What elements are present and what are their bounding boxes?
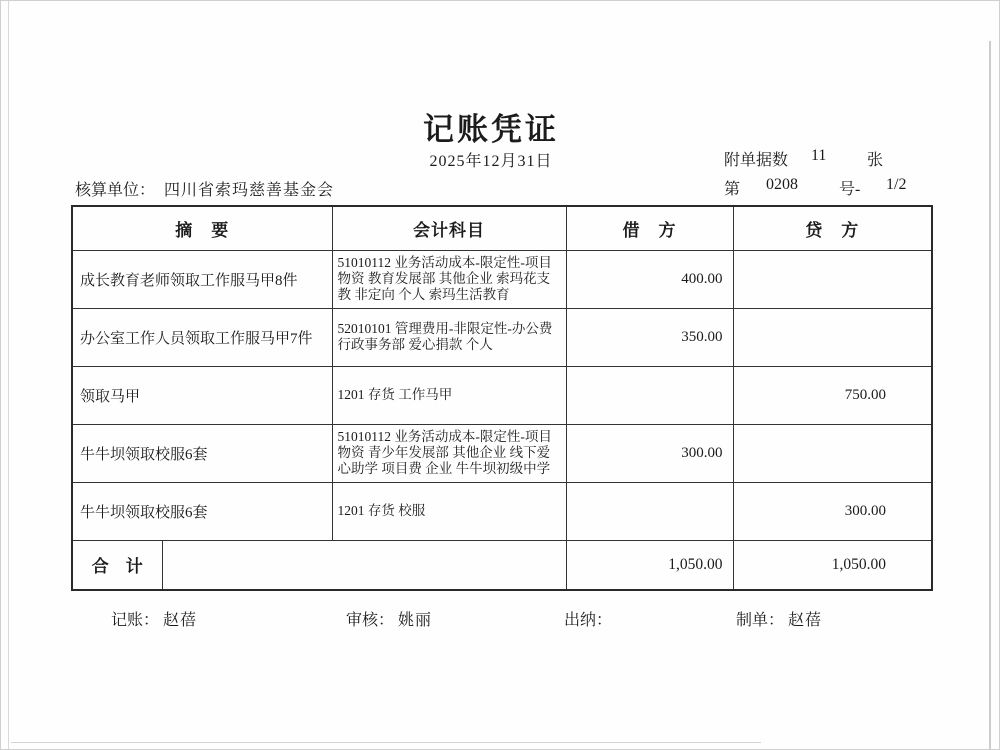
preparer-label: 制单： [736,612,785,629]
header-credit: 贷 方 [733,206,932,250]
attachment-unit: 张 [867,152,884,169]
table-row [72,250,932,308]
attachment-label: 附单据数 [724,152,789,169]
summary-cell: 办公室工作人员领取工作服马甲7件 [72,308,332,366]
table-header-row [72,206,932,250]
account-cell: 51010112 业务活动成本-限定性-项目物资 教育发展部 其他企业 索玛花支教 非定向 个人 索玛生活教育 [332,250,566,308]
reviewer-name: 姚丽 [398,612,433,629]
number-prefix: 第 [724,181,741,198]
reviewer-signature [346,607,432,630]
preparer-signature [736,607,822,630]
header-account: 会计科目 [332,206,566,250]
credit-cell [733,250,932,308]
voucher-table [71,205,933,591]
unit-label: 核算单位： [75,182,156,199]
cashier-label: 出纳： [564,612,613,629]
debit-cell: 400.00 [566,250,733,308]
debit-cell: 350.00 [566,308,733,366]
scan-artifact-right [989,41,991,750]
account-cell: 1201 存货 校服 [332,482,566,540]
credit-cell [733,308,932,366]
credit-cell: 300.00 [733,482,932,540]
scan-artifact-bottom [11,742,761,743]
number-suffix: 号- [839,181,861,198]
header-debit: 借 方 [566,206,733,250]
attachment-count: 11 [811,147,827,164]
voucher-date: 2025年12月31日 [429,153,553,170]
voucher-number: 0208 [766,176,798,193]
accounting-unit-line [75,177,334,200]
debit-cell [566,482,733,540]
account-cell: 51010112 业务活动成本-限定性-项目物资 青少年发展部 其他企业 线下爱心助学 项目费 企业 牛牛坝初级中学 [332,424,566,482]
table-row [72,366,932,424]
voucher-title: 记账凭证 [423,112,559,147]
summary-cell: 牛牛坝领取校服6套 [72,424,332,482]
bookkeeper-label: 记账： [111,612,160,629]
bookkeeper-signature [111,607,197,630]
attachment-line [724,147,954,176]
total-debit-cell: 1,050.00 [566,540,733,590]
total-empty-cell [162,540,566,590]
bookkeeper-name: 赵蓓 [163,612,198,629]
summary-cell: 领取马甲 [72,366,332,424]
credit-cell [733,424,932,482]
total-row [72,540,932,590]
table-row [72,308,932,366]
voucher-meta [724,147,954,205]
total-label: 合 计 [72,540,162,590]
table-row [72,482,932,540]
unit-name: 四川省索玛慈善基金会 [164,182,335,199]
account-cell: 52010101 管理费用-非限定性-办公费 行政事务部 爱心捐款 个人 [332,308,566,366]
preparer-name: 赵蓓 [788,612,823,629]
summary-cell: 成长教育老师领取工作服马甲8件 [72,250,332,308]
table-row [72,424,932,482]
reviewer-label: 审核： [346,612,395,629]
account-cell: 1201 存货 工作马甲 [332,366,566,424]
summary-cell: 牛牛坝领取校服6套 [72,482,332,540]
signature-row [1,607,1000,631]
page-number: 1/2 [886,176,907,193]
cashier-signature [564,607,616,630]
credit-cell: 750.00 [733,366,932,424]
debit-cell [566,366,733,424]
total-credit-cell: 1,050.00 [733,540,932,590]
debit-cell: 300.00 [566,424,733,482]
header-summary: 摘 要 [72,206,332,250]
voucher-number-line [724,176,954,205]
